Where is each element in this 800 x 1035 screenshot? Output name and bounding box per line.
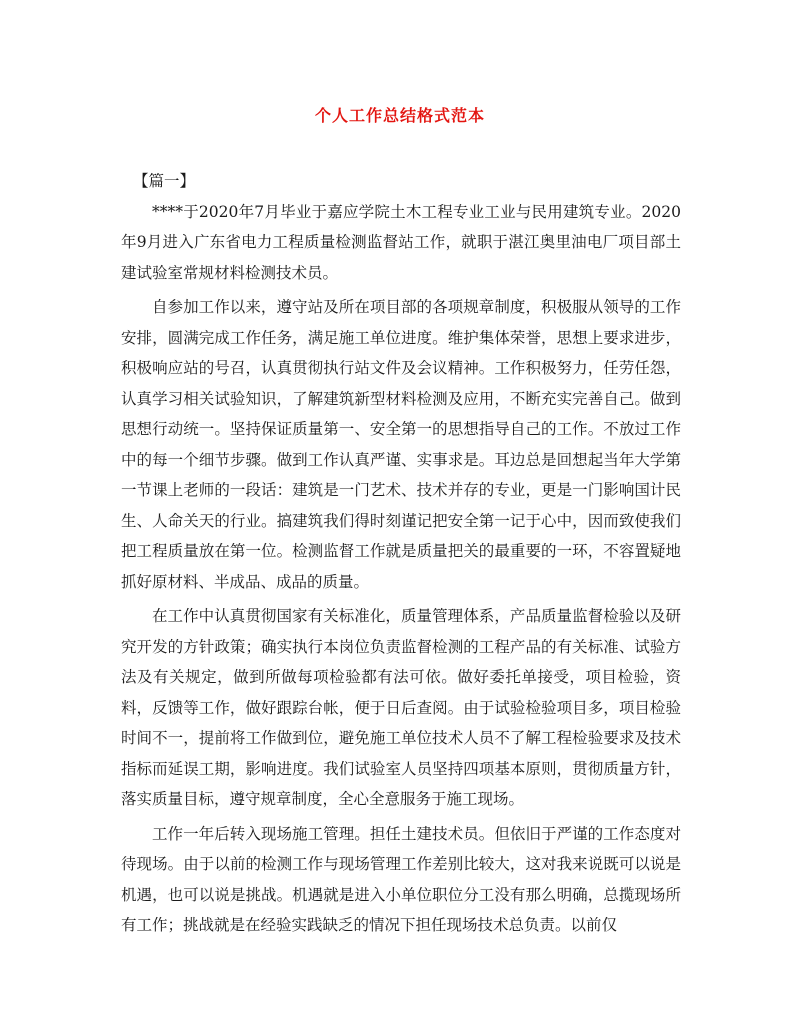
section-heading: 【篇一】 — [133, 172, 196, 190]
paragraph-3: 在工作中认真贯彻国家有关标准化，质量管理体系，产品质量监督检验以及研究开发的方针政策；确实执行本岗位负责监督检测的工程产品的有关标准、试验方法及有关规定，做到所做每项检验都有法可依。做好委托单接受，项目检验，资料，反馈等工作，做好跟踪台帐，便于日后查阅。由于试验检验项目多，项目检验时间不一，提前将工作做到位，避免施工单位技术人员不了解工程检验要求及技术指标而延误工期，影响进度。我们试验室人员坚持四项基本原则，贯彻质量方针，落实质量目标，遵守规章制度，全心全意服务于施工现场。 — [121, 607, 681, 808]
paragraph-1: ****于2020年7月毕业于嘉应学院土木工程专业工业与民用建筑专业。2020年9月进入广东省电力工程质量检测监督站工作，就职于湛江奥里油电厂项目部土建试验室常规材料检测技术员。 — [121, 202, 681, 282]
paragraph-4: 工作一年后转入现场施工管理。担任土建技术员。但依旧于严谨的工作态度对待现场。由于以前的检测工作与现场管理工作差别比较大，这对我来说既可以说是机遇，也可以说是挑战。机遇就是进入小单位职位分工没有那么明确，总揽现场所有工作；挑战就是在经验实践缺乏的情况下担任现场技术总负责。以前仅 — [121, 824, 681, 934]
document-body — [121, 166, 681, 945]
document-title: 个人工作总结格式范本 — [314, 106, 485, 125]
paragraph-2: 自参加工作以来，遵守站及所在项目部的各项规章制度，积极服从领导的工作安排，圆满完成工作任务，满足施工单位进度。维护集体荣誉，思想上要求进步，积极响应站的号召，认真贯彻执行站文件及会议精神。工作积极努力，任劳任怨，认真学习相关试验知识，了解建筑新型材料检测及应用，不断充实完善自己。做到思想行动统一。坚持保证质量第一、安全第一的思想指导自己的工作。不放过工作中的每一个细节步骤。做到工作认真严谨、实事求是。耳边总是回想起当年大学第一节课上老师的一段话：建筑是一门艺术、技术并存的专业，更是一门影响国计民生、人命关天的行业。搞建筑我们得时刻谨记把安全第一记于心中，因而致使我们把工程质量放在第一位。检测监督工作就是质量把关的最重要的一环，不容置疑地抓好原材料、半成品、成品的质量。 — [121, 298, 681, 591]
